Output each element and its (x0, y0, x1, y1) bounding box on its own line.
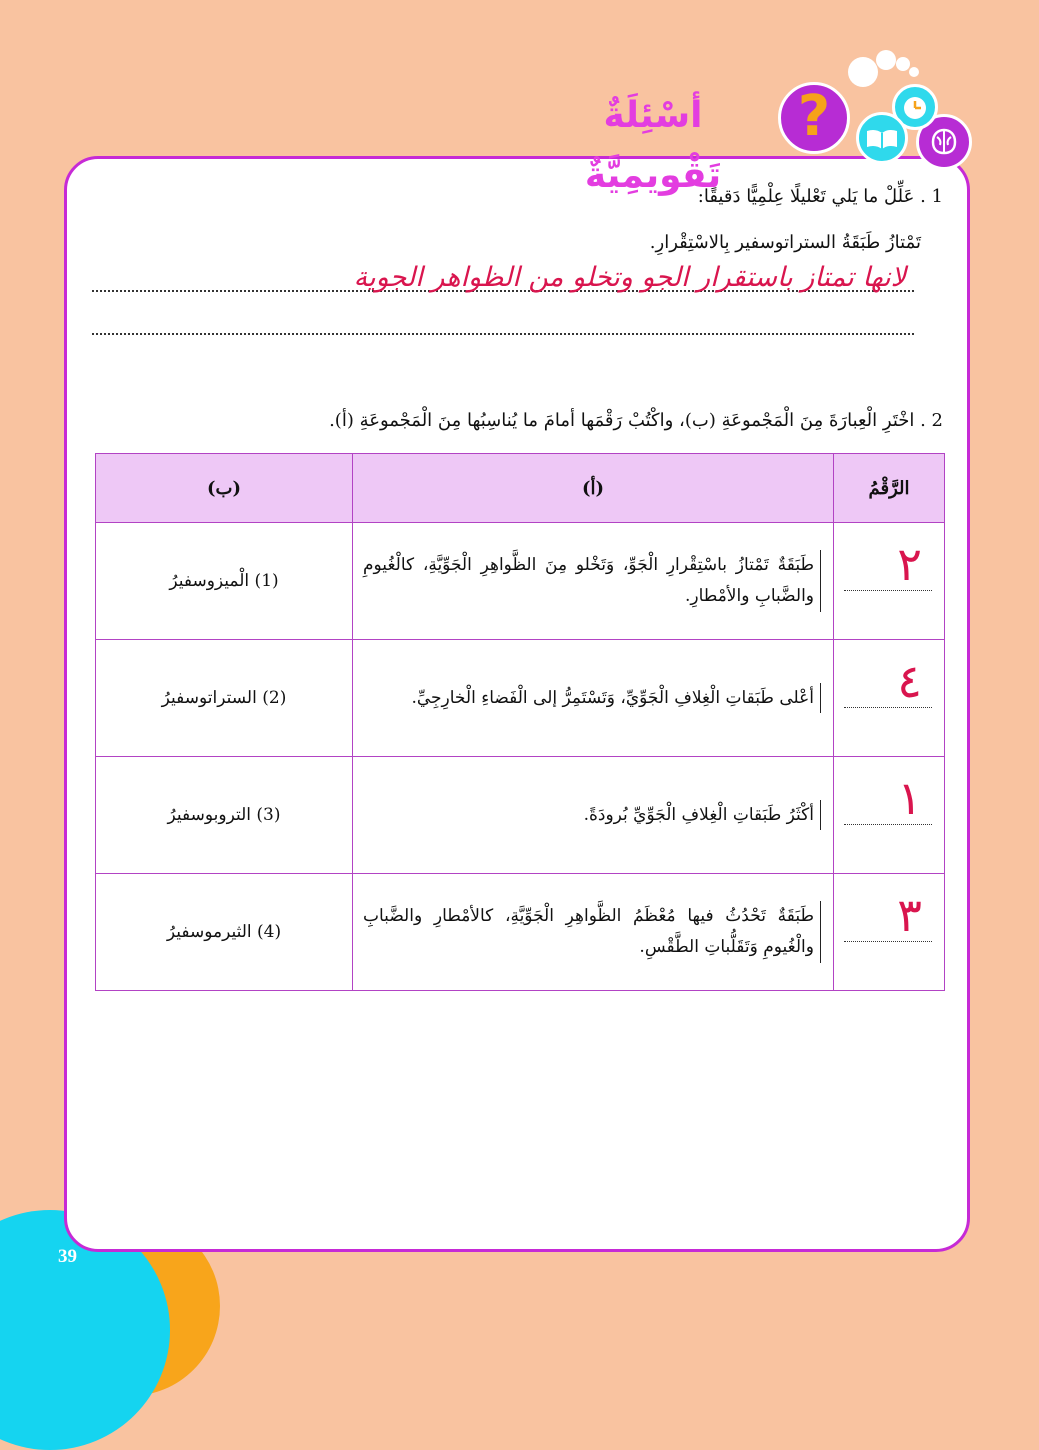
answer-line-2 (92, 333, 914, 335)
table-row (96, 640, 945, 757)
dot-small (896, 57, 910, 71)
option-b: (3) التروبوسفيرُ (96, 757, 353, 874)
table-row (96, 874, 945, 991)
dot-tiny (909, 67, 919, 77)
statement-a (353, 874, 834, 991)
statement-a (353, 757, 834, 874)
statement-a-text: طَبَقَةٌ تَمْتازُ باسْتِقْرارِ الْجَوِّ، وَتَخْلو مِنَ الظَّواهِرِ الْجَوِّيَّةِ، كالْغُيومِ والضَّبابِ والأمْطارِ. (363, 550, 821, 611)
answer-cell[interactable] (834, 757, 945, 874)
question-icon-glyph: ? (797, 84, 831, 149)
answer-handwritten: ٤ (897, 654, 922, 708)
header-a: (أ) (353, 454, 834, 523)
option-b: (4) الثيرموسفيرُ (96, 874, 353, 991)
section-title: أسْئِلَةٌ تَقْويمِيَّةٌ (584, 95, 722, 196)
option-b: (1) الْميزوسفيرُ (96, 523, 353, 640)
statement-a (353, 523, 834, 640)
statement-a (353, 640, 834, 757)
page-number: 39 (58, 1246, 77, 1267)
option-b: (2) الستراتوسفيرُ (96, 640, 353, 757)
answer-handwritten: ١ (897, 771, 922, 825)
table-row (96, 523, 945, 640)
question-icon (778, 82, 850, 154)
statement-a-text: طَبَقَةٌ تَحْدُثُ فيها مُعْظَمُ الظَّواهِرِ الْجَوِّيَّةِ، كالأمْطارِ والضَّبابِ والْغُيومِ وَتَقَلُّباتِ الطَّقْسِ. (363, 901, 821, 962)
matching-table (95, 453, 945, 991)
answer-cell[interactable] (834, 874, 945, 991)
answer-cell[interactable] (834, 523, 945, 640)
header-number: الرَّقْمُ (834, 454, 945, 523)
dot-large (848, 57, 878, 87)
q2-prompt: 2 . اخْتَرِ الْعِبارَةَ مِنَ الْمَجْموعَةِ (ب)، واكْتُبْ رَقْمَها أمامَ ما يُناسِبُها مِنَ الْمَجْموعَةِ (أ). (329, 410, 943, 431)
answer-handwritten: ٣ (897, 888, 922, 942)
header-b: (ب) (96, 454, 353, 523)
statement-a-text: أكْثَرُ طَبَقاتِ الْغِلافِ الْجَوِّيِّ بُرودَةً. (363, 800, 821, 831)
dot-medium (876, 50, 896, 70)
q1-handwritten-answer: لانها تمتاز باستقرار الجو وتخلو من الظواهر الجوية (353, 262, 906, 293)
book-icon (856, 112, 908, 164)
q1-statement: تَمْتازُ طَبَقَةُ الستراتوسفير بِالاسْتِقْرارِ. (649, 232, 921, 253)
statement-a-text: أعْلى طَبَقاتِ الْغِلافِ الْجَوِّيِّ، وَتَسْتَمِرُّ إلى الْفَضاءِ الْخارِجِيِّ. (363, 683, 821, 714)
table-row (96, 757, 945, 874)
q1-prompt: 1 . عَلِّلْ ما يَلي تَعْليلًا عِلْمِيًّا دَقيقًا: (697, 186, 943, 207)
answer-handwritten: ٢ (897, 537, 922, 591)
table-header-row (96, 454, 945, 523)
answer-cell[interactable] (834, 640, 945, 757)
